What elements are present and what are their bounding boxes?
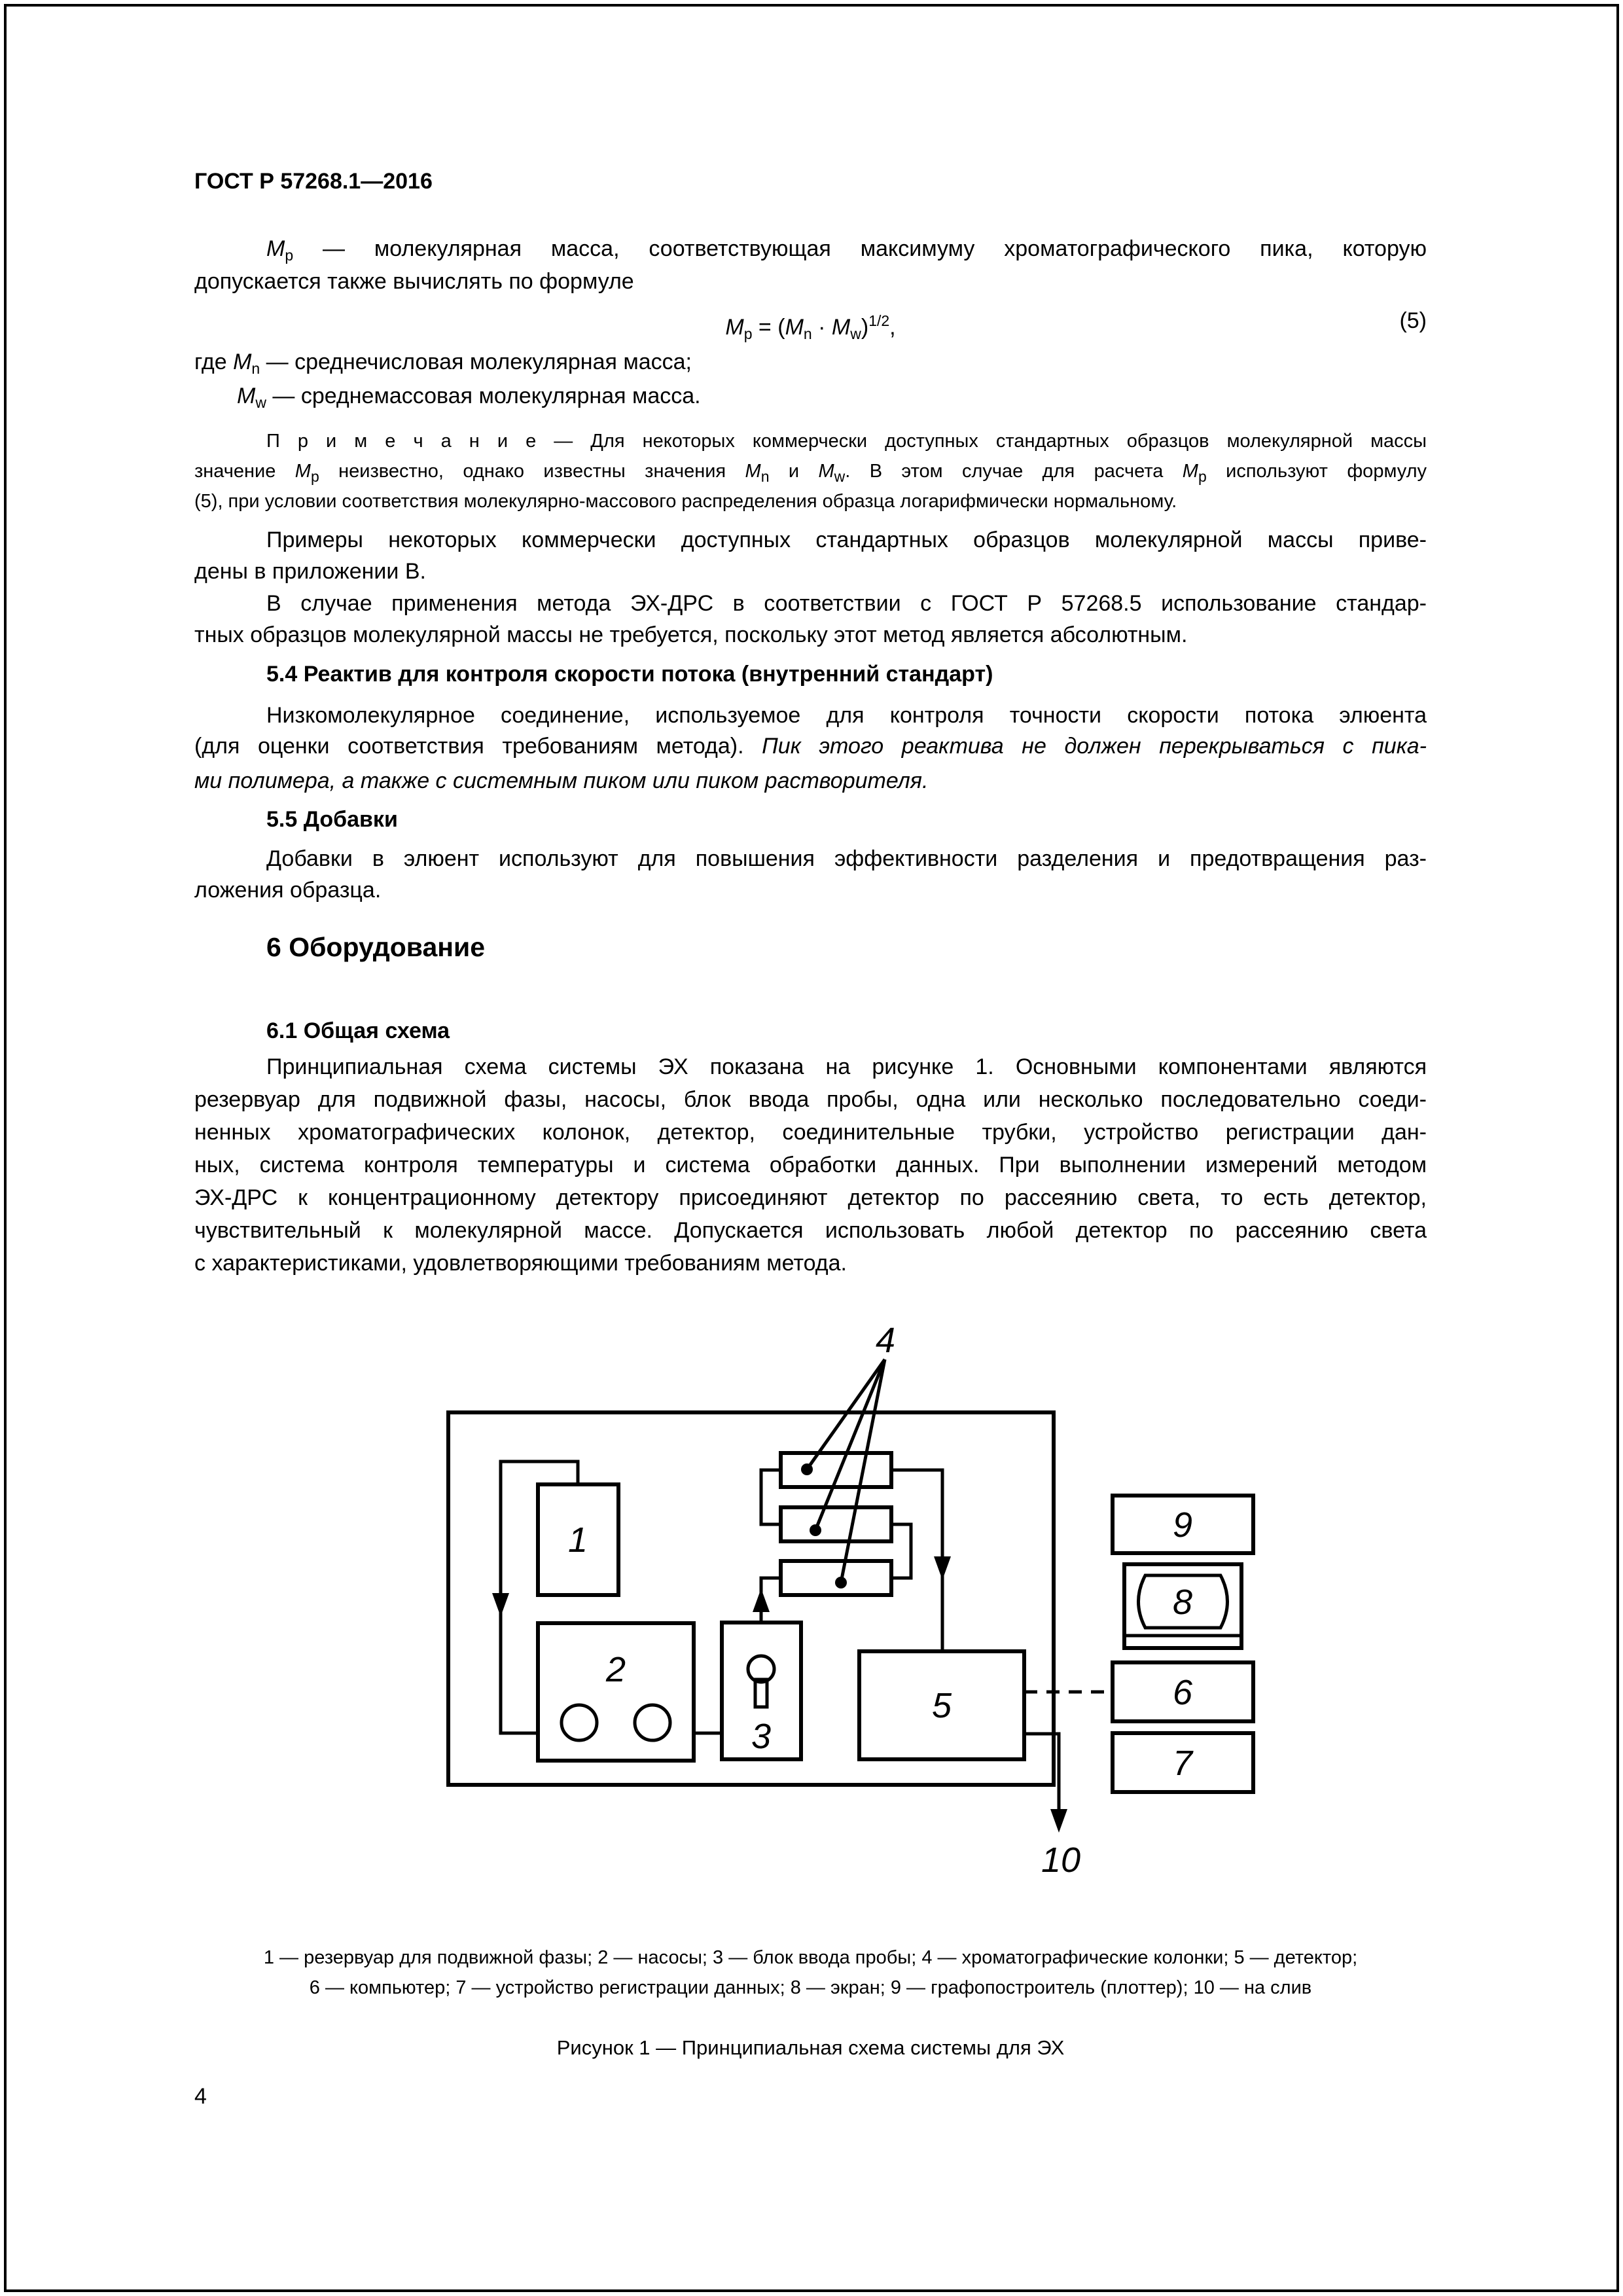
paragraph-line: $M_p$ — молекулярная масса, соответствующая максимуму хроматографического пика, которую bbox=[266, 236, 1427, 264]
paragraph-line: где $M_n$ — среднечисловая молекулярная масса; bbox=[194, 350, 692, 377]
label-5: 5 bbox=[931, 1686, 952, 1725]
note-line: П р и м е ч а н и е — Для некоторых коммерчески доступных стандартных образцов молекулярной массы bbox=[266, 431, 1427, 452]
section-heading-6-1: 6.1 Общая схема bbox=[266, 1018, 450, 1043]
figure-title: Рисунок 1 — Принципиальная схема системы для ЭХ bbox=[556, 2036, 1065, 2059]
page-number: 4 bbox=[194, 2084, 207, 2109]
label-2: 2 bbox=[605, 1650, 626, 1689]
callout-dot bbox=[801, 1463, 813, 1475]
figure-caption-line: 6 — компьютер; 7 — устройство регистрации данных; 8 — экран; 9 — графопостроитель (плоттер); 10 — на слив bbox=[309, 1977, 1312, 1998]
paragraph-line: ЭХ-ДРС к концентрационному детектору присоединяют детектор по рассеянию света, то есть детектор, bbox=[194, 1185, 1427, 1210]
label-8: 8 bbox=[1172, 1583, 1193, 1622]
section-heading-5-5: 5.5 Добавки bbox=[266, 807, 398, 832]
paragraph-line: Принципиальная схема системы ЭХ показана на рисунке 1. Основными компонентами являются bbox=[266, 1054, 1427, 1079]
arrow-down-icon bbox=[1050, 1809, 1067, 1833]
label-3: 3 bbox=[751, 1717, 772, 1756]
formula-number: (5) bbox=[1399, 308, 1427, 333]
paragraph-line: тных образцов молекулярной массы не требуется, поскольку этот метод является абсолютным. bbox=[194, 622, 1188, 647]
label-4: 4 bbox=[875, 1322, 896, 1360]
column-box-3 bbox=[781, 1561, 891, 1595]
label-7: 7 bbox=[1172, 1744, 1193, 1783]
note-line: (5), при условии соответствия молекулярно-массового распределения образца логарифмически нормальному. bbox=[194, 491, 1177, 512]
label-6: 6 bbox=[1172, 1673, 1193, 1712]
note-line: значение $M_p$ неизвестно, однако известны значения $M_n$ и $M_w$. В этом случае для расчета $M_p$ используют формулу bbox=[194, 461, 1427, 485]
paragraph-line: дены в приложении В. bbox=[194, 559, 426, 584]
paragraph-line: ных, система контроля температуры и система обработки данных. При выполнении измерений методом bbox=[194, 1153, 1427, 1177]
paragraph-line: ложения образца. bbox=[194, 878, 382, 903]
paragraph-line: Низкомолекулярное соединение, используемое для контроля точности скорости потока элюента bbox=[266, 703, 1427, 728]
label-10: 10 bbox=[1041, 1840, 1081, 1880]
figure-1-diagram bbox=[425, 1322, 1296, 1898]
section-heading-5-4: 5.4 Реактив для контроля скорости потока (внутренний стандарт) bbox=[266, 662, 993, 687]
label-9: 9 bbox=[1172, 1505, 1193, 1545]
section-heading-6: 6 Оборудование bbox=[266, 932, 486, 962]
figure-caption-line: 1 — резервуар для подвижной фазы; 2 — насосы; 3 — блок ввода пробы; 4 — хроматографические колонки; 5 — детектор; bbox=[263, 1947, 1358, 1968]
paragraph-line: Добавки в элюент используют для повышения эффективности разделения и предотвращения раз- bbox=[266, 846, 1427, 871]
paragraph-line: ми полимера, а также с системным пиком или пиком растворителя. bbox=[194, 768, 929, 793]
paragraph-line: резервуар для подвижной фазы, насосы, блок ввода пробы, одна или несколько последовательно соеди- bbox=[194, 1087, 1427, 1112]
doc-header: ГОСТ Р 57268.1—2016 bbox=[194, 169, 433, 194]
paragraph-line: $M_w$ — среднемассовая молекулярная масса. bbox=[237, 384, 701, 411]
paragraph-line: чувствительный к молекулярной массе. Допускается использовать любой детектор по рассеянию света bbox=[194, 1218, 1427, 1243]
paragraph-line: В случае применения метода ЭХ-ДРС в соответствии с ГОСТ Р 57268.5 использование стандар- bbox=[266, 591, 1427, 616]
label-1: 1 bbox=[567, 1520, 588, 1560]
formula: $M_p = (M_n \cdot M_w)^{1/2}$, bbox=[725, 312, 896, 342]
column-box-2 bbox=[781, 1507, 891, 1541]
callout-dot bbox=[835, 1577, 847, 1588]
paragraph-line: допускается также вычислять по формуле bbox=[194, 269, 634, 294]
paragraph-line: с характеристиками, удовлетворяющими требованиям метода. bbox=[194, 1251, 847, 1276]
paragraph-line: ненных хроматографических колонок, детектор, соединительные трубки, устройство регистрации дан- bbox=[194, 1120, 1427, 1145]
paragraph-line: Примеры некоторых коммерчески доступных стандартных образцов молекулярной массы приве- bbox=[266, 528, 1427, 552]
callout-dot bbox=[810, 1524, 821, 1536]
paragraph-line: (для оценки соответствия требованиям метода). Пик этого реактива не должен перекрываться с пика- bbox=[194, 734, 1427, 759]
pumps-box bbox=[538, 1623, 694, 1761]
